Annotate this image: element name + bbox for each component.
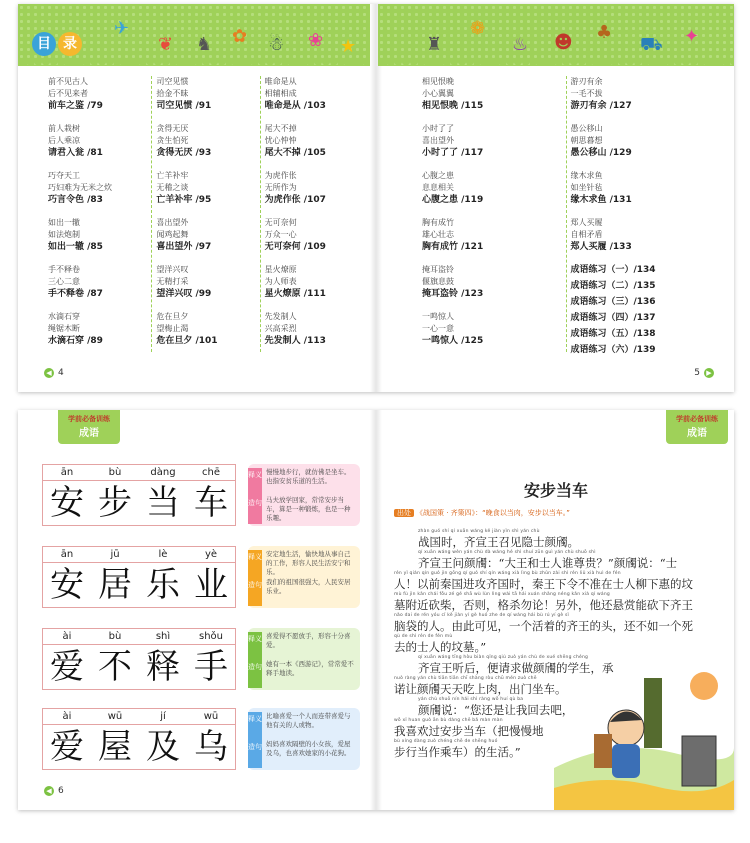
- source-text: 《战国策 · 齐策四》：“晚食以当肉，安步以当车。”: [416, 509, 570, 517]
- toc-line: 游刃有余: [570, 77, 603, 86]
- section-tab: [666, 410, 728, 444]
- example-label: 造句: [248, 740, 262, 768]
- toc-title[interactable]: 游刃有余 /127: [570, 101, 632, 111]
- sunflower-icon: ❁: [470, 18, 486, 39]
- idiom-char: 乐: [146, 565, 180, 605]
- toc-entry: [48, 264, 147, 301]
- toc-title[interactable]: 成语练习（六）/139: [570, 345, 656, 355]
- toc-entry: [265, 170, 364, 207]
- toc-badge-char-2: 录: [58, 32, 82, 56]
- pinyin: yè: [204, 549, 218, 560]
- toc-title[interactable]: 郑人买履 /133: [570, 242, 632, 252]
- toc-line: 无可奈何: [264, 218, 297, 227]
- meaning-label: 释义: [248, 468, 262, 496]
- toc-entry: [156, 311, 255, 348]
- story-pinyin: mù fù jìn kǎn chái fǒu zé gé shā wù lùn lìng wài tā hái xuán shǎng néng kǎn xià qí wáng: [394, 592, 610, 597]
- toc-line: 如坐针毡: [570, 183, 603, 192]
- story-line: 脑袋的人。由此可见，一个活着的齐王的头，还不如一个死: [394, 619, 693, 633]
- toc-title[interactable]: 愚公移山 /129: [570, 148, 632, 158]
- example-text: 她有一本《西游记》，常常爱不释手地读。: [266, 660, 354, 677]
- story-page: [378, 410, 734, 810]
- toc-line: 一毛不拔: [570, 89, 603, 98]
- toc-title[interactable]: 心腹之患 /119: [422, 195, 484, 205]
- meaning-label: 释义: [248, 712, 262, 740]
- toc-entry: [265, 123, 364, 160]
- example-label: 造句: [248, 660, 262, 688]
- toc-title[interactable]: 相见恨晚 /115: [422, 101, 484, 111]
- toc-title[interactable]: 星火燎原 /111: [264, 289, 326, 299]
- toc-line: 巧妇难为无米之炊: [48, 183, 112, 192]
- toc-title[interactable]: 唯命是从 /103: [264, 101, 326, 111]
- section-tab-bottom: 成语: [79, 428, 99, 439]
- pinyin: chē: [202, 467, 220, 478]
- toc-column-5: [567, 76, 715, 355]
- toc-entry: [265, 311, 364, 348]
- toc-entry: [422, 170, 562, 207]
- pinyin: shǒu: [198, 631, 223, 642]
- toc-entry: [48, 217, 147, 254]
- toc-line: 三心二意: [48, 277, 80, 286]
- toc-title[interactable]: 巧言令色 /83: [48, 195, 103, 205]
- toc-line: 望梅止渴: [156, 324, 189, 333]
- toc-entry: [422, 311, 562, 348]
- toc-title[interactable]: 成语练习（五）/138: [570, 329, 656, 339]
- story-pinyin: qí xuān wáng tīng hòu biàn qǐng qiú zuò yán chù de xué shēng chéng: [418, 655, 589, 660]
- toc-line: 后不见来者: [48, 89, 88, 98]
- toc-column-4: [418, 76, 567, 352]
- pinyin: jí: [160, 711, 166, 722]
- toc-line: 自相矛盾: [570, 230, 603, 239]
- bear-icon: ♣: [596, 22, 613, 43]
- toc-line: 手不释卷: [48, 265, 80, 274]
- idiom-char: 当: [146, 483, 180, 523]
- idiom-char: 车: [194, 483, 228, 523]
- pinyin: jū: [110, 549, 120, 560]
- idiom-grid: [42, 464, 236, 526]
- toc-line: 如法炮制: [48, 230, 80, 239]
- idiom-grid: [42, 546, 236, 608]
- toc-line: 愚公移山: [570, 124, 603, 133]
- toc-entry: [156, 76, 255, 113]
- toc-line: 亡羊补牢: [156, 171, 189, 180]
- meaning-label: 释义: [248, 632, 262, 660]
- toc-entry: [156, 170, 255, 207]
- toc-entry: [571, 170, 711, 207]
- story-source: [394, 508, 570, 518]
- toc-title[interactable]: 尾大不掉 /105: [264, 148, 326, 158]
- meaning-text: 慢慢地步行，就仿佛是坐车。也指安贫乐道的生活。: [266, 468, 351, 485]
- story-pinyin: wǒ xǐ huan guò ān bù dàng chē bǎ màn màn: [394, 718, 503, 723]
- toc-line: 如出一辙: [48, 218, 80, 227]
- pot-icon: ♨: [512, 34, 529, 55]
- toc-line: 一鸣惊人: [422, 312, 454, 321]
- pinyin-row: [43, 709, 235, 725]
- idiom-char: 手: [194, 647, 228, 687]
- ribbon-icon: ✦: [684, 26, 700, 47]
- idiom-grid: [42, 628, 236, 690]
- toc-entry: [48, 170, 147, 207]
- toc-title[interactable]: 司空见惯 /91: [156, 101, 212, 111]
- page-number-left: [44, 368, 64, 378]
- snowman-icon: ☃: [268, 34, 285, 55]
- toc-line: 水滴石穿: [48, 312, 80, 321]
- toc-line: 无精打采: [156, 277, 189, 286]
- section-tab: [58, 410, 120, 444]
- toc-line: 望洋兴叹: [156, 265, 189, 274]
- toc-title[interactable]: 小时了了 /117: [422, 148, 484, 158]
- toc-line: 万众一心: [264, 230, 297, 239]
- left-arrow-icon: ◀: [44, 786, 54, 796]
- car-icon: ⛟: [640, 34, 663, 55]
- char-row: [43, 645, 235, 689]
- toc-title[interactable]: 掩耳盗铃 /123: [422, 289, 484, 299]
- toc-entry: [571, 76, 711, 113]
- toc-line: 为虎作伥: [264, 171, 297, 180]
- pinyin: wū: [203, 711, 219, 722]
- toc-line: 喜出望外: [422, 136, 454, 145]
- toc-line: 前人栽树: [48, 124, 80, 133]
- toc-line: 一心一意: [422, 324, 454, 333]
- toc-entry: [48, 123, 147, 160]
- cow-icon: ♞: [196, 34, 213, 55]
- section-tab-top: 学前必备训练: [68, 415, 110, 423]
- star-icon: ★: [340, 36, 357, 57]
- toc-line: 缘木求鱼: [570, 171, 603, 180]
- idiom-char: 爱: [50, 727, 84, 767]
- story-line: 人！以前秦国进攻齐国时，秦王下令不准在士人柳下惠的坟: [394, 577, 693, 591]
- pinyin-row: [43, 547, 235, 563]
- toc-line: 兴高采烈: [264, 324, 297, 333]
- toc-columns-left: [44, 76, 368, 352]
- story-pinyin: zhàn guó shí qí xuān wáng kě jiàn yǐn shì yán chù: [418, 529, 540, 534]
- story-line: 去的士人的坟墓。”: [394, 640, 487, 654]
- story-pinyin: bù xíng dàng zuò chéng chē de shēng huó: [394, 739, 498, 744]
- toc-line: 相辅相成: [264, 89, 297, 98]
- idiom-char: 居: [98, 565, 132, 605]
- story-pinyin: qù de shì rén de fén mù: [394, 634, 453, 639]
- char-row: [43, 725, 235, 769]
- toc-line: 绳锯木断: [48, 324, 80, 333]
- page-number: 5: [694, 368, 700, 378]
- pinyin: lè: [158, 549, 168, 560]
- pig-icon: ❀: [308, 30, 324, 51]
- toc-line: 巧夺天工: [48, 171, 80, 180]
- toc-line: 后人乘凉: [48, 136, 80, 145]
- toc-entry: [156, 264, 255, 301]
- toc-entry: [422, 76, 562, 113]
- example-label: 造句: [248, 496, 262, 524]
- toc-line: 偃旗息鼓: [422, 277, 454, 286]
- story-pinyin: rén yǐ qián qín guó jìn gōng qí guó shí qín wáng xià lìng bù zhǔn zài shì rén liǔ xià huì de fén: [394, 571, 621, 576]
- toc-line: 忧心忡忡: [264, 136, 297, 145]
- banner-scallop: [18, 62, 374, 70]
- airplane-icon: ✈: [114, 18, 130, 39]
- meaning-text: 喜爱得不愿放手，形容十分喜爱。: [266, 632, 351, 649]
- pinyin-row: [43, 629, 235, 645]
- story-line: 诺让颜斶天天吃上肉，出门坐车。: [394, 682, 567, 696]
- char-row: [43, 481, 235, 525]
- section-tab-bottom: 成语: [687, 428, 707, 439]
- toc-title[interactable]: 如出一辙 /85: [48, 242, 103, 252]
- toc-badge: [32, 30, 88, 58]
- banner-scallop: [378, 62, 734, 70]
- toc-line: 司空见惯: [156, 77, 189, 86]
- toc-column-1: [44, 76, 152, 352]
- toc-line: 前不见古人: [48, 77, 88, 86]
- robot-icon: ♜: [426, 34, 443, 55]
- idiom-card: [42, 464, 362, 526]
- toc-title[interactable]: 望洋兴叹 /99: [156, 289, 212, 299]
- idiom-card: [42, 708, 362, 770]
- toc-line: 相见恨晚: [422, 77, 454, 86]
- left-arrow-icon: ◀: [44, 368, 54, 378]
- idiom-grid: [42, 708, 236, 770]
- bird-icon: ❦: [158, 34, 174, 55]
- source-tag: 出处: [394, 509, 414, 517]
- pinyin: dàng: [150, 467, 176, 478]
- toc-line: 掩耳盗铃: [422, 265, 454, 274]
- toc-line: 喜出望外: [156, 218, 189, 227]
- pinyin-row: [43, 465, 235, 481]
- story-line: 我喜欢过安步当车（把慢慢地: [394, 724, 544, 738]
- meaning-text: 安定地生活，愉快地从事自己的工作，形容人民生活安宁和乐。: [266, 550, 351, 576]
- toc-title[interactable]: 胸有成竹 /121: [422, 242, 484, 252]
- toc-title[interactable]: 贪得无厌 /93: [156, 148, 212, 158]
- toc-entry: [156, 217, 255, 254]
- page-number-lesson: [44, 786, 64, 796]
- idiom-char: 爱: [50, 647, 84, 687]
- idiom-char: 及: [146, 727, 180, 767]
- story-line: 战国时，齐宣王召见隐士颜斶。: [418, 535, 579, 549]
- monkey-icon: ☻: [554, 32, 573, 53]
- toc-columns-right: [418, 76, 714, 355]
- idiom-char: 步: [98, 483, 132, 523]
- toc-title[interactable]: 水滴石穿 /89: [48, 336, 103, 346]
- toc-entry: [48, 76, 147, 113]
- meaning-label: 释义: [248, 550, 262, 578]
- idiom-explain-box: [248, 708, 360, 770]
- toc-line: 小心翼翼: [422, 89, 454, 98]
- toc-title[interactable]: 危在旦夕 /101: [156, 336, 218, 346]
- toc-title[interactable]: 一鸣惊人 /125: [422, 336, 484, 346]
- example-text: 我们的祖国很强大，人民安居乐业。: [266, 578, 351, 595]
- story-pinyin: qí xuān wáng wèn yán chù dà wáng hé shì shuí zūn guì yán chù shuō shì: [418, 550, 596, 555]
- story-body: [394, 528, 724, 759]
- idiom-card: [42, 546, 362, 608]
- toc-column-2: [152, 76, 260, 352]
- toc-title[interactable]: 为虎作伥 /107: [264, 195, 326, 205]
- story-line: 齐宣王听后，便请求做颜斶的学生，承: [418, 661, 614, 675]
- toc-entry: [571, 123, 711, 160]
- toc-line: 郑人买履: [570, 218, 603, 227]
- page-number: 6: [58, 786, 64, 796]
- section-tab-top: 学前必备训练: [676, 415, 718, 423]
- toc-entry: [48, 311, 147, 348]
- toc-title[interactable]: 无可奈何 /109: [264, 242, 326, 252]
- toc-entry: [422, 123, 562, 160]
- toc-line: 雄心壮志: [422, 230, 454, 239]
- story-pinyin: nǎo dai de rén yóu cǐ kě jiàn yí gè huó zhe de qí wáng hái bù rú yí gè sǐ: [394, 613, 570, 618]
- toc-line: 星火燎原: [264, 265, 297, 274]
- toc-title[interactable]: 成语练习（二）/135: [570, 281, 656, 291]
- example-text: 妈妈喜欢隔壁的小女孩，爱屋及乌，也喜欢她家的小花狗。: [266, 740, 351, 757]
- story-pinyin: yán chù shuō nín hái shì ràng wǒ huí qù ba: [418, 697, 524, 702]
- lesson-page: [18, 410, 374, 810]
- toc-line: 胸有成竹: [422, 218, 454, 227]
- toc-line: 贪生怕死: [156, 136, 189, 145]
- toc-line: 贪得无厌: [156, 124, 189, 133]
- toc-badge-char-1: 目: [32, 32, 56, 56]
- toc-line: 为人师表: [264, 277, 297, 286]
- toc-spread: [18, 4, 734, 392]
- toc-line: 朝思暮想: [570, 136, 603, 145]
- idiom-char: 不: [98, 647, 132, 687]
- story-title: 安步当车: [523, 481, 588, 500]
- idiom-char: 释: [146, 647, 180, 687]
- toc-page-right: [378, 4, 734, 392]
- pinyin: bù: [108, 631, 122, 642]
- toc-entry: [265, 217, 364, 254]
- flower-icon: ✿: [232, 26, 248, 47]
- idiom-card: [42, 628, 362, 690]
- toc-line: 小时了了: [422, 124, 454, 133]
- story-line: 齐宣王问颜斶：“大王和士人谁尊贵？”颜斶说：“士: [418, 556, 678, 570]
- toc-line: 危在旦夕: [156, 312, 189, 321]
- toc-title[interactable]: 喜出望外 /97: [156, 242, 212, 252]
- toc-entry: [422, 264, 562, 301]
- toc-line: 无稽之谈: [156, 183, 189, 192]
- pinyin: ān: [60, 549, 74, 560]
- toc-line: 唯命是从: [264, 77, 297, 86]
- idiom-explain-box: [248, 546, 360, 608]
- page-number: 4: [58, 368, 64, 378]
- toc-line: 息息相关: [422, 183, 454, 192]
- toc-title[interactable]: 请君入瓮 /81: [48, 148, 103, 158]
- toc-entry: [265, 76, 364, 113]
- lesson-spread: [18, 410, 734, 810]
- toc-page-left: [18, 4, 374, 392]
- idiom-char: 安: [50, 565, 84, 605]
- toc-line: 尾大不掉: [264, 124, 297, 133]
- toc-column-3: [261, 76, 368, 352]
- story-line: 步行当作乘车）的生活。”: [394, 745, 521, 759]
- toc-title[interactable]: 先发制人 /113: [264, 336, 326, 346]
- story-pinyin: nuò ràng yán chù tiān tiān chī shàng ròu chū mén zuò chē: [394, 676, 537, 681]
- toc-entry: [265, 264, 364, 301]
- story-line: 墓附近砍柴，否则，格杀勿论！另外，他还悬赏能砍下齐王: [394, 598, 693, 612]
- idiom-explain-box: [248, 464, 360, 526]
- toc-line: 无所作为: [264, 183, 297, 192]
- example-label: 造句: [248, 578, 262, 606]
- toc-title[interactable]: 成语练习（四）/137: [570, 313, 656, 323]
- example-text: 马夫放学回家，常常安步当车，算是一种锻炼，也是一种乐趣。: [266, 496, 351, 522]
- pinyin: ài: [62, 631, 72, 642]
- toc-title[interactable]: 成语练习（三）/136: [570, 297, 656, 307]
- pinyin: ài: [62, 711, 72, 722]
- toc-entry: [422, 217, 562, 254]
- toc-title[interactable]: 亡羊补牢 /95: [156, 195, 212, 205]
- toc-entry: [571, 217, 711, 254]
- pinyin: shì: [155, 631, 171, 642]
- toc-line: 拾金不昧: [156, 89, 189, 98]
- toc-line: 闻鸡起舞: [156, 230, 189, 239]
- idiom-char: 安: [50, 483, 84, 523]
- idiom-char: 乌: [194, 727, 228, 767]
- toc-line: 心腹之患: [422, 171, 454, 180]
- toc-title[interactable]: 缘木求鱼 /131: [570, 195, 632, 205]
- toc-entry: [156, 123, 255, 160]
- toc-title[interactable]: 成语练习（一）/134: [570, 265, 656, 275]
- right-arrow-icon: ▶: [704, 368, 714, 378]
- char-row: [43, 563, 235, 607]
- story-line: 颜斶说：“您还是让我回去吧，: [418, 703, 574, 717]
- idiom-char: 屋: [98, 727, 132, 767]
- idiom-char: 业: [194, 565, 228, 605]
- page-number-right: [694, 368, 714, 378]
- toc-title[interactable]: 手不释卷 /87: [48, 289, 103, 299]
- meaning-text: 比喻喜爱一个人而连带喜爱与他有关的人或物。: [266, 712, 351, 729]
- pinyin: wū: [107, 711, 123, 722]
- pinyin: ān: [60, 467, 74, 478]
- idiom-explain-box: [248, 628, 360, 690]
- toc-line: 先发制人: [264, 312, 297, 321]
- pinyin: bù: [108, 467, 122, 478]
- toc-title[interactable]: 前车之鉴 /79: [48, 101, 103, 111]
